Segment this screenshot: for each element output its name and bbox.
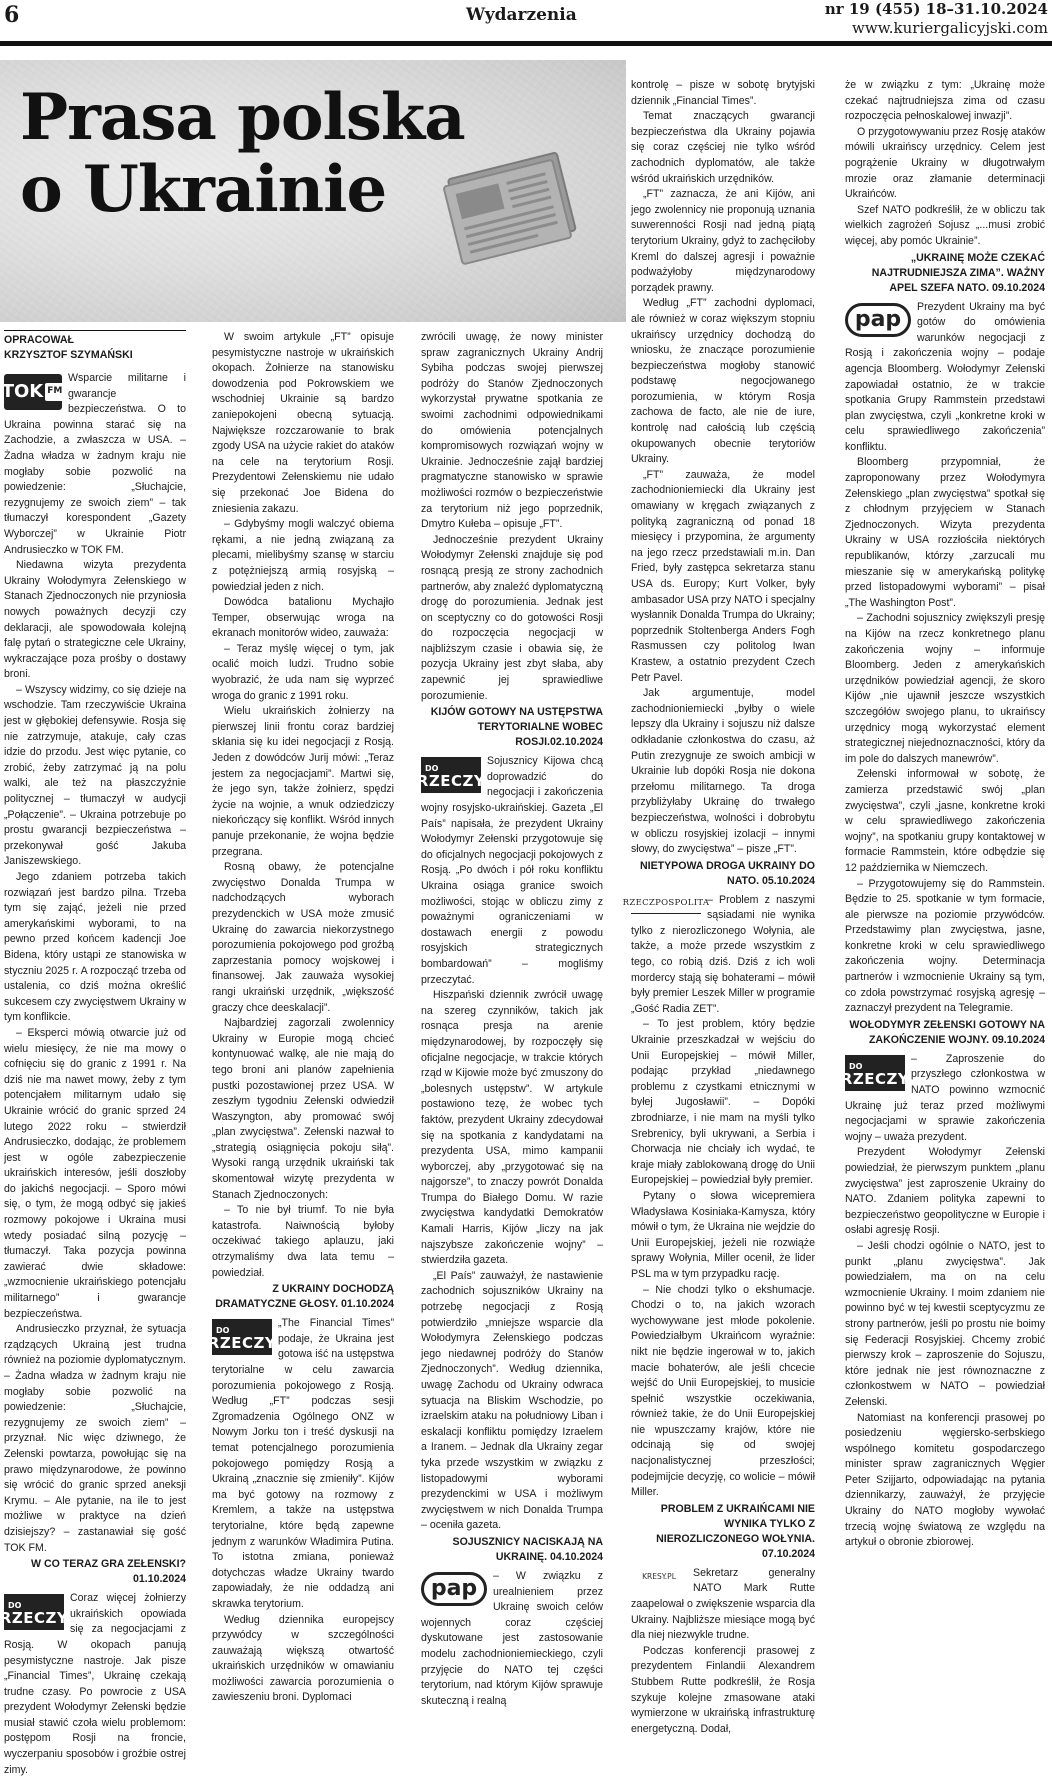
paragraph: Dowódca batalionu Mychajło Temper, obserwując wroga na ekranach monitorów wideo, zauważa:: [212, 596, 394, 640]
section-headline: Z UKRAINY DOCHODZĄ DRAMATYCZNE GŁOSY. 01.10.2024: [215, 1283, 394, 1311]
paragraph: – Jeśli chodzi ogólnie o NATO, jest to punkt „planu zwycięstwa”. Jak powiedziałem, ma on na celu wzmocnienie Ukrainy. I moim zdaniem nie powinno być w tej kwestii sceptycyzmu ze strony partnerów, jeśli po prostu nie boimy się Federacji Rosyjskiej. Chcemy zrobić pierwszy krok – zaproszenie do Sojuszu, które jednak nie jest równoznaczne z członkostwem w NATO – powiedział Zełenski.: [845, 1239, 1045, 1408]
website-link[interactable]: www.kuriergalicyjski.com: [852, 19, 1048, 37]
paragraph: Natomiast na konferencji prasowej po posiedzeniu węgiersko-serbskiego wspólnego komitetu gospodarczego minister spraw zagranicznych Węgier Peter Szijjarto, odpowiadając na pytania dziennikarzy, zauważył, że przyjęcie Ukrainy do NATO mogłoby wywołać trzecią wojnę światową ze względu na artykuł o obronie zbiorowej.: [845, 1411, 1045, 1549]
section-title: Wydarzenia: [466, 5, 577, 25]
paragraph: Pytany o słowa wicepremiera Władysława Kosiniaka-Kamysza, który mówił o tym, że Ukraina nie wejdzie do Unii Europejskiej, jeżeli nie rozwiąże sprawy Wołynia, Miller ocenił, że lider PSL ma w tym przypadku rację.: [631, 1189, 815, 1280]
paragraph: – Przygotowujemy się do Rammstein. Będzie to 25. spotkanie w tym formacie, ale pierwsze na poziomie przywódców. Przedstawimy plan zwycięstwa, jasne, konkretne kroki w celu sprawiedliwego zakończenia wojny. Determinacja partnerów i wzmocnienie Ukrainy są tym, co zdoła powstrzymać rosyjską agresję – zaznaczył prezydent na Telegramie.: [845, 877, 1045, 1015]
paragraph: Jak argumentuje, model zachodnioniemiecki „byłby o wiele lepszy dla Ukrainy i sojuszu niż dalsze odkładanie członkostwa do czasu, aż Putin zrezygnuje ze swoich ambicji w Ukrainie lub dopóki Rosja nie dokona przełomu militarnego. Ta droga przybliżyłaby Ukrainę do trwałego bezpieczeństwa, wolności i dobrobytu w obliczu rosyjskiej izolacji – innymi słowy, do zwycięstwa” – pisze „FT”.: [631, 687, 815, 856]
tok-fm-logo: TOK FM: [4, 374, 62, 410]
paragraph: Hiszpański dziennik zwrócił uwagę na szereg czynników, takich jak rosnąca presja na arenie międzynarodowej, by rozpoczęły się oficjalne negocjacje, w trakcie których rząd w Kijowie może być zmuszony do „bolesnych ustępstw”. W artykule postawiono tezę, że wobec tych faktów, prezydent Ukrainy zdecydował się na spotkania z kandydatami na prezydenta USA, mimo kampanii wyborczej, aby „przygotować się na najgorsze”, to znaczy powrót Donalda Trumpa do Białego Domu. W razie zwycięstwa kandydatki Demokratów Kamali Harris, Kijów „liczy na jak najszybsze zakończenie wojny” – stwierdziła gazeta.: [421, 989, 603, 1267]
paragraph: Niedawna wizyta prezydenta Ukrainy Wołodymyra Zełenskiego w Stanach Zjednoczonych nie przyniosła nowych poważnych decyzji czy deklaracji, ale spowodowała kolejną falę pytań o strategiczne cele Ukrainy, wykraczające poza prośby o dostawy broni.: [4, 559, 186, 681]
paragraph: – Gdybyśmy mogli walczyć obiema rękami, a nie jedną związaną za plecami, mielibyśmy szansę w starciu z potężniejszą armią rosyjską – powiedział jeden z nich.: [212, 518, 394, 593]
paragraph: Andrusieczko przyznał, że sytuacja rządzących Ukrainą jest trudna również na poziomie dyplomatycznym. – Żadna władza w żadnym kraju nie mogłaby sobie pozwolić na powiedzenie: „Słuchajcie, rezygnujemy ze swoich ziem” – przyznał. Nic więc dziwnego, że Zełenski powtarza, powołując się na prawo międzynarodowe, że powinno się wrócić do granic sprzed aneksji Krymu. – Ale pytanie, na ile to jest możliwe w praktyce na dzień dzisiejszy? – zastanawiał się gość TOK FM.: [4, 1323, 186, 1554]
paragraph: – Teraz myślę więcej o tym, jak ocalić moich ludzi. Trudno sobie wyobrazić, że uda nam się wyprzeć wroga do granic z 1991 roku.: [212, 642, 394, 702]
paragraph: zwrócili uwagę, że nowy minister spraw zagranicznych Ukrainy Andrij Sybiha podczas swojej pierwszej podróży do Stanów Zjednoczonych wykorzystał prywatne spotkania ze swoimi zachodnimi odpowiednikami do omówienia potencjalnych kompromisowych rozwiązań wojny w Ukrainie. Jednocześnie zajął bardziej pragmatyczne stanowisko w sprawie możliwości rozmów o bezpieczeństwie za terytorium niż jego poprzednik, Dmytro Kułeba – opisuje „FT”.: [421, 331, 603, 531]
paragraph: – Zaproszenie do przyszłego członkostwa w NATO powinno wzmocnić Ukrainę już teraz przed możliwymi negocjacjami w sprawie zakończenia wojny – uważa prezydent.: [845, 1052, 1045, 1143]
pap-logo: pap: [421, 1572, 487, 1606]
paragraph: Najbardziej zagorzali zwolennicy Ukrainy w Europie mogą chcieć kontynuować walkę, ale nie mają do tego broni ani planów zapełnienia pustki pozostawionej przez USA. W zeszłym tygodniu Zełenski odwiedził Waszyngton, aby promować swój „plan zwycięstwa”. Zełenski nazwał to „strategią osiągnięcia pokoju siłą”. Wysoki rangą urzędnik ukraiński tak skomentował wizytę prezydenta w Stanach Zjednoczonych:: [212, 1017, 394, 1201]
paragraph: O przygotowywaniu przez Rosję ataków mówili ukraińscy urzędnicy. Celem jest pogrążenie Ukrainy w długotrwałym mrozie oraz złamanie determinacji Ukraińców.: [845, 125, 1045, 201]
article-column-2: [207, 330, 394, 1704]
paragraph: Wsparcie militarne i gwarancje bezpieczeństwa. O to Ukraina powinna starać się na Zachodzie, a zwłaszcza w USA. – Żadna władza w żadnym kraju nie mogłaby sobie pozwolić na powiedzenie: „Słuchajcie, rezygnujemy ze swoich ziem” – tak tłumaczył korespondent „Gazety Wyborczej” w Ukrainie Piotr Andrusieczko w TOK FM.: [4, 372, 186, 556]
paragraph: „The Financial Times” podaje, że Ukraina jest gotowa iść na ustępstwa terytorialne w celu zawarcia porozumienia pokojowego z Rosją. Według „FT” podczas sesji Zgromadzenia Ogólnego ONZ w Nowym Jorku ton i treść dyskusji na temat potencjalnego porozumienia pokojowego pomiędzy Rosją a Ukrainą „znacznie się zmieniły”. Kijów ma być gotowy na rozmowy z Kremlem, a także na ustępstwa terytorialne, które będą zapewne jednym z warunków Władimira Putina. To istotna zmiana, ponieważ dotychczas władze Ukrainy twardo zapowiadały, że nie oddadzą ani skrawka terytorium.: [212, 1317, 394, 1610]
section-headline: PROBLEM Z UKRAIŃCAMI NIE WYNIKA TYLKO Z NIEROZLICZONEGO WOŁYNIA. 07.10.2024: [656, 1502, 815, 1560]
paragraph: że w związku z tym: „Ukrainę może czekać najtrudniejsza zima od czasu rozpoczęcia pełnoskalowej inwazji”.: [845, 79, 1045, 123]
section-headline: „UKRAINĘ MOŻE CZEKAĆ NAJTRUDNIEJSZA ZIMA”. WAŻNY APEL SZEFA NATO. 09.10.2024: [871, 251, 1045, 294]
paragraph: – To nie był triumf. To nie była katastrofa. Naiwnością byłoby oczekiwać takiego aplauzu, jaki otrzymaliśmy dwa lata temu – powiedział.: [212, 1204, 394, 1279]
paragraph: „FT” zaznacza, że ani Kijów, ani jego zwolennicy nie proponują uznania suwerenności Rosji nad jedną piątą terytorium Ukrainy, gdyż to zachęciłoby Kreml do dalszej agresji i poważnie podważyłoby międzynarodowy porządek prawny.: [631, 188, 815, 294]
paragraph: – Problem z naszymi sąsiadami nie wynika tylko z nierozliczonego Wołynia, ale także, a może przede wszystkim z tego, co robią dziś. Dziś z ich woli mordercy stają się bohaterami – mówił były premier Leszek Miller w programie „Gość Radia ZET”.: [631, 893, 815, 1015]
article-column-4: [622, 78, 815, 1735]
paragraph: Szef NATO podkreślił, że w obliczu tak wielkich zagrożeń Sojusz „...musi zrobić więcej, aby pomóc Ukrainie”.: [845, 203, 1045, 247]
article-column-5: [840, 78, 1045, 1630]
paragraph: Zełenski informował w sobotę, że zamierza przedstawić swój „plan zwycięstwa”, czyli „jasne, konkretne kroki w celu sprawiedliwego zakończenia wojny”, na spotkaniu grupy kontaktowej w formacie Rammstein, które odbędzie się 12 października w Niemczech.: [845, 768, 1045, 874]
paragraph: Bloomberg przypomniał, że zaproponowany przez Wołodymyra Zełenskiego „plan zwycięstwa” spotkał się z chłodnym przyjęciem w Stanach Zjednoczonych. Wizyta prezydenta Ukrainy w USA rozzłościła niektórych republikanów, którzy „zarzucali mu mieszanie się w amerykańską politykę przed listopadowymi wyborami” – pisał „The Washington Post”.: [845, 456, 1045, 609]
paragraph: – To jest problem, który będzie Ukrainie przeszkadzał w wejściu do Unii Europejskiej – mówił Miller, podając przykład „niedawnego problemu z czystkami etnicznymi w byłej Jugosławii”. – Dopóki zbrodniarze, i nie mam na myśli tylko Srebrenicy, byli ukrywani, a Serbia i Chorwacja nie chciały ich wydać, te kraje miały zablokowaną drogę do Unii Europejskiej – powiedział były premier.: [631, 1018, 815, 1187]
article-column-3: [416, 330, 603, 1707]
rzeczpospolita-logo: RZECZPOSPOLITA: [631, 896, 701, 914]
paragraph: Temat znaczących gwarancji bezpieczeństwa dla Ukrainy pojawia się coraz częściej nie tylko wśród zachodnich dyplomatów, ale także wśród ukraińskich urzędników.: [631, 110, 815, 185]
paragraph: Prezydent Ukrainy ma być gotów do omówienia warunków negocjacji z Rosją i zakończenia wojny – podaje agencja Bloomberg. Wołodymyr Zełenski zapowiadał ostatnio, że w trakcie spotkania Grupy Rammstein przedstawi plan zwycięstwa, czyli „konkretne kroki w celu sprawiedliwego zakończenia” konfliktu.: [845, 300, 1045, 453]
section-headline: W CO TERAZ GRA ZEŁENSKI? 01.10.2024: [31, 1558, 186, 1586]
byline: OPRACOWAŁ KRZYSZTOF SZYMAŃSKI: [4, 330, 186, 363]
section-headline: WOŁODYMYR ZEŁENSKI GOTOWY NA ZAKOŃCZENIE WOJNY. 09.10.2024: [849, 1018, 1045, 1046]
paragraph: – Zachodni sojusznicy zwiększyli presję na Kijów na rzecz konkretnego planu zakończenia wojny – informuje Bloomberg. Jeden z amerykańskich urzędników powiedział agencji, że skoro Kijów „nie ujawnił jeszcze wszystkich szczegółów swojego planu, to ukraińscy urzędnicy mogą wykorzystać element strategicznej niejednoznaczności, który da im pole do dalszych manewrów”.: [845, 612, 1045, 765]
paragraph: Coraz więcej żołnierzy ukraińskich opowiada się za negocjacjami z Rosją. W okopach panują pesymistyczne nastroje. Jak pisze „Financial Times”, Ukrainę czekają trudne czasy. Po powrocie z USA prezydent Wołodymyr Zełenski będzie musiał stawić czoła wielu problemom: postępom Rosji na froncie, wyczerpaniu sposobów i groźbie ostrej zimy.: [4, 1592, 186, 1776]
paragraph: Wielu ukraińskich żołnierzy na pierwszej linii frontu coraz bardziej skłania się ku idei negocjacji z Rosją. Jeden z dowódców Jurij mówi: „Teraz jestem za negocjacjami”. Martwi się, że jego syn, także żołnierz, spędzi życie na wojnie, a wnuk odziedziczy niekończący się konflikt. Wśród innych panuje przekonanie, że wojna będzie przegrana.: [212, 705, 394, 858]
paragraph: Według „FT” zachodni dyplomaci, ale również w coraz większym stopniu ukraińscy urzędnicy dochodzą do wniosku, że znaczące porozumienie bezpieczeństwa mogłoby stanowić podstawę negocjowanego porozumienia, w którym Rosja zachowa de facto, ale nie de iure, kontrolę nad całością lub częścią okupowanych obecnie terytoriów Ukrainy.: [631, 297, 815, 466]
section-headline: KIJÓW GOTOWY NA USTĘPSTWA TERYTORIALNE WOBEC ROSJI.02.10.2024: [430, 706, 603, 749]
issue-info: [825, 0, 1048, 38]
paragraph: – Wszyscy widzimy, co się dzieje na wschodzie. Tam rzeczywiście Ukraina jest w głębokiej defensywie. Rosja się nie zatrzymuje, atakuje, cały czas idzie do przodu. Jest więc pytanie, co zrobić, żeby zatrzymać ją na polu walki, ale też na płaszczyźnie politycznej – tłumaczył w audycji „Połączenie”. – Ukraina potrzebuje po prostu gwarancji bezpieczeństwa – przekonywał gość Jakuba Janiszewskiego.: [4, 683, 186, 868]
paragraph: – Eksperci mówią otwarcie już od wielu miesięcy, że nie ma mowy o cofnięciu się do granic z 1991 r. Na dziś nie ma nawet mowy, żeby z tym potencjałem militarnym udało się Ukrainie wrócić do granic sprzed 24 lutego 2022 roku – stwierdził Andrusieczko, dodając, że problemem jest w ogóle zabezpieczenie ukraińskich interesów, jeśli doszłoby do jakichś negocjacji. – Sporo mówi się, o tym, że mogą odbyć się jakieś rozmowy pokojowe i Ukraina musi wtedy posiadać silną pozycję – tłumaczył. Taka pozycja powinna zawierać dwie składowe: „wzmocnienie ukraińskiego potencjału militarnego” i gwarancje bezpieczeństwa.: [4, 1026, 186, 1320]
hero-banner: [0, 60, 626, 322]
paragraph: Jednocześnie prezydent Ukrainy Wołodymyr Zełenski znajduje się pod rosnącą presją ze strony zachodnich partnerów, aby znaleźć dyplomatyczną drogę do porozumienia. Jednak jest on sceptyczny co do gotowości Rosji do rozpoczęcia negocjacji w najbliższym czasie i obawia się, że pozycja Ukrainy jest zbyt słaba, aby zapewnić jej sprawiedliwe porozumienie.: [421, 533, 603, 702]
paragraph: kontrolę – pisze w sobotę brytyjski dziennik „Financial Times”.: [631, 79, 815, 107]
pap-logo: pap: [845, 303, 911, 337]
do-rzeczy-logo: DO RZECZY: [845, 1055, 905, 1091]
section-headline: SOJUSZNICY NACISKAJĄ NA UKRAINĘ. 04.10.2024: [452, 1535, 603, 1563]
article-column-1: [0, 330, 186, 1776]
paragraph: Jego zdaniem potrzeba takich rozwiązań jest bardzo pilna. Trzeba tym się zająć, jeżeli nie przed amerykańskimi wyborami, to na pewno przed końcem kadencji Joe Bidena, który ustąpi ze stanowiska w styczniu 2025 r. A rozpocząć trzeba od ustalenia, co dziś można określić sukcesem czy zwycięstwem Ukrainy w tym konflikcie.: [4, 871, 186, 1024]
article-title: Prasa polska o Ukrainie: [20, 80, 465, 227]
paragraph: Podczas konferencji prasowej z prezydentem Finlandii Alexandrem Stubbem Rutte podkreślił, że Rosja szykuje kolejne zmasowane ataki wymierzone w ukraińską infrastrukturę energetyczną. Dodał,: [631, 1644, 815, 1735]
paragraph: Sekretarz generalny NATO Mark Rutte zaapelował o zwiększenie wsparcia dla Ukrainy. Najbliższe miesiące mogą być dla niej niezwykle trudne.: [631, 1566, 815, 1642]
paragraph: W swoim artykule „FT” opisuje pesymistyczne nastroje w ukraińskich okopach. Żołnierze na stanowisku dowodzenia pod Pokrowskiem we wschodniej Ukrainie są bardzo zaniepokojeni obecną sytuacją. Największe rozczarowanie to brak zgody USA na użycie rakiet do ataków na cele na terytorium Rosji. Prezydentowi Zełenskiemu nie udało się przekonać Joe Bidena do zniesienia zakazu.: [212, 331, 394, 515]
newspaper-icon: [440, 150, 590, 260]
issue-number: nr 19 (455) 18–31.10.2024: [824, 0, 1048, 18]
paragraph: „FT” zauważa, że model zachodnioniemiecki dla Ukrainy jest omawiany w kręgach związanych z polityką zagraniczną od ponad 18 miesięcy i przypomina, że argumenty na jego rzecz przedstawiali m.in. Dan Fried, były zastępca sekretarza stanu USA ds. Europy; Kurt Volker, były ambasador USA przy NATO i specjalny wysłannik Donalda Trumpa do Ukrainy; poprzednik Stoltenberga Anders Fogh Rasmussen czy politolog Iwan Krastew, a ostatnio prezydent Czech Petr Pavel.: [631, 468, 815, 684]
kresy-logo: KRESY.PL: [642, 1572, 676, 1582]
paragraph: Prezydent Wołodymyr Zełenski powiedział, że pierwszym punktem „planu zwycięstwa” jest zaproszenie Ukrainy do NATO. Zdaniem polityka zapewni to bezpieczeństwo geopolityczne w Europie i osłabi agresję Rosji.: [845, 1146, 1045, 1237]
page-number: 6: [4, 2, 20, 28]
paragraph: Według dziennika europejscy przywódcy w szczególności zauważają większą otwartość ukraińskich urzędników w omawianiu możliwości zawarcia porozumienia o zawieszeniu broni. Dyplomaci: [212, 1613, 394, 1704]
page-header: [0, 0, 1052, 46]
do-rzeczy-logo: DO RZECZY: [212, 1319, 272, 1355]
do-rzeczy-logo: DO RZECZY: [4, 1594, 64, 1630]
section-headline: NIETYPOWA DROGA UKRAINY DO NATO. 05.10.2024: [639, 859, 815, 887]
paragraph: – Nie chodzi tylko o ekshumacje. Chodzi o to, na jakich wzorach wychowywane jest młode pokolenie. Powiedziałbym Ukraińcom wyraźnie: nikt nie będzie ingerował w to, jakich macie bohaterów, ale jeśli chcecie wejść do Unii Europejskiej, to musicie spełnić wszystkie oczekiwania, również takie, że do Unii Europejskiej nie wpuszczamy krajów, które nie odcinają się od swojej nacjonalistycznej przeszłości; podejmijcie decyzję, co wolicie – mówił Miller.: [631, 1283, 815, 1499]
paragraph: „El País” zauważył, że nastawienie zachodnich sojuszników Ukrainy na potrzebę negocjacji z Rosją potwierdziło „mniejsze wsparcie dla Wołodymyra Zełenskiego podczas jego niedawnej podróży do Stanów Zjednoczonych”. Według dziennika, uwagę Zachodu od Ukrainy odwraca sytuacja na Bliskim Wschodzie, po izraelskim ataku na południowy Liban i eskalacji konfliktu pomiędzy Izraelem a Iranem. – Jednak dla Ukrainy zegar tyka przede wszystkim w związku z listopadowymi wyborami prezydenckimi w USA i możliwym zwycięstwem w nich Donalda Trumpa – oceniła gazeta.: [421, 1269, 603, 1532]
paragraph: Rosną obawy, że potencjalne zwycięstwo Donalda Trumpa w nadchodzących wyborach prezydenckich w USA może zmusić Ukrainę do zawarcia niekorzystnego porozumienia pokojowego pod groźbą zaprzestania pomocy wojskowej i finansowej. Jak zauważa wysokiej rangi ukraiński urzędnik, „większość graczy chce deeskalacji”.: [212, 861, 394, 1014]
do-rzeczy-logo: DO RZECZY: [421, 757, 481, 793]
paragraph: Sojusznicy Kijowa chcą doprowadzić do negocjacji i zakończenia wojny rosyjsko-ukraińskiej. Gazeta „El País” napisała, że prezydent Ukrainy Wołodymyr Zełenski przygotowuje się do oficjalnych negocjacji pokojowych z Rosją. „Po dwóch i pół roku konfliktu Ukraina osiąga granice swoich możliwości, stojąc w obliczu zimy z poważnymi ograniczeniami w dostawach energii z powodu rosyjskich strategicznych bombardowań” – mogliśmy przeczytać.: [421, 755, 603, 986]
paragraph: – W związku z urealnieniem przez Ukrainę swoich celów wojennych coraz częściej dyskutowane jest zastosowanie modelu zachodnioniemieckiego, czyli przyjęcie do NATO tej części terytorium, nad którym Kijów sprawuje skuteczną i realną: [421, 1569, 603, 1707]
